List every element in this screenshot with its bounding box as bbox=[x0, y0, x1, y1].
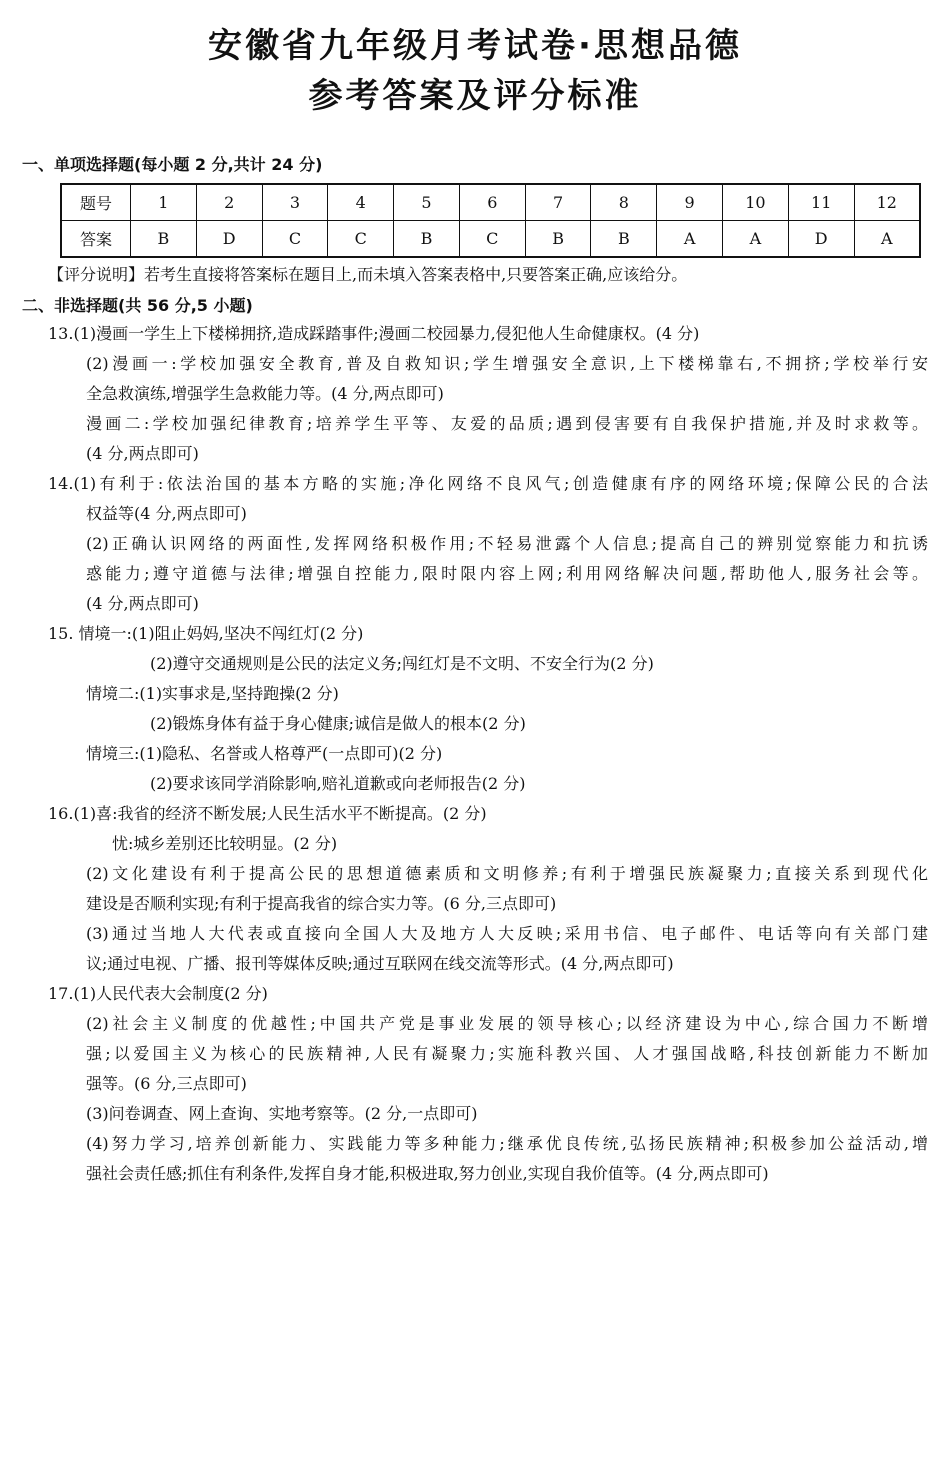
question-number: 2 bbox=[196, 184, 262, 221]
question-number: 7 bbox=[525, 184, 591, 221]
question-number: 5 bbox=[394, 184, 460, 221]
answer-cell: B bbox=[131, 221, 197, 258]
answer-line: (2)要求该同学消除影响,赔礼道歉或向老师报告(2 分) bbox=[150, 774, 526, 793]
row-label-answer: 答案 bbox=[61, 221, 131, 258]
answer-line: (2)遵守交通规则是公民的法定义务;闯红灯是不文明、不安全行为(2 分) bbox=[150, 654, 654, 673]
document-subtitle: 参考答案及评分标准 bbox=[308, 76, 642, 116]
question-number: 9 bbox=[657, 184, 723, 221]
answer-line: (4)努力学习,培养创新能力、实践能力等多种能力;继承优良传统,弘扬民族精神;积极参加公益活动,增 bbox=[86, 1134, 928, 1153]
answer-line: 漫画二:学校加强纪律教育;培养学生平等、友爱的品质;遇到侵害要有自我保护措施,并及时求救等。 bbox=[86, 414, 928, 433]
answer-table-answer-row bbox=[61, 221, 920, 258]
question-number: 6 bbox=[459, 184, 525, 221]
section-2-heading: 二、非选择题(共 56 分,5 小题) bbox=[22, 296, 253, 315]
answer-cell: A bbox=[854, 221, 920, 258]
answer-cell: B bbox=[394, 221, 460, 258]
answer-line: 情境三:(1)隐私、名誉或人格尊严(一点即可)(2 分) bbox=[86, 744, 443, 763]
question-number: 4 bbox=[328, 184, 394, 221]
answer-line: 忧:城乡差别还比较明显。(2 分) bbox=[112, 834, 338, 853]
question-number: 1 bbox=[131, 184, 197, 221]
answer-table-number-row bbox=[61, 184, 920, 221]
answer-cell: D bbox=[196, 221, 262, 258]
answer-line: (2)文化建设有利于提高公民的思想道德素质和文明修养;有利于增强民族凝聚力;直接关系到现代化 bbox=[86, 864, 928, 883]
answer-line: (4 分,两点即可) bbox=[86, 444, 199, 463]
answer-line: (2)正确认识网络的两面性,发挥网络积极作用;不轻易泄露个人信息;提高自己的辨别觉察能力和抗诱 bbox=[86, 534, 928, 553]
answer-line: 17.(1)人民代表大会制度(2 分) bbox=[48, 984, 268, 1003]
answer-line: (2)锻炼身体有益于身心健康;诚信是做人的根本(2 分) bbox=[150, 714, 526, 733]
answer-line: 情境二:(1)实事求是,坚持跑操(2 分) bbox=[86, 684, 339, 703]
answer-line: 建设是否顺利实现;有利于提高我省的综合实力等。(6 分,三点即可) bbox=[86, 894, 557, 913]
answer-line: (4 分,两点即可) bbox=[86, 594, 199, 613]
answer-line: 惑能力;遵守道德与法律;增强自控能力,限时限内容上网;利用网络解决问题,帮助他人,服务社会等。 bbox=[86, 564, 928, 583]
answer-line: 15. 情境一:(1)阻止妈妈,坚决不闯红灯(2 分) bbox=[48, 624, 364, 643]
answer-line: 13.(1)漫画一学生上下楼梯拥挤,造成踩踏事件;漫画二校园暴力,侵犯他人生命健康权。(4 分) bbox=[48, 324, 700, 343]
answer-cell: C bbox=[262, 221, 328, 258]
scoring-note: 【评分说明】若考生直接将答案标在题目上,而未填入答案表格中,只要答案正确,应该给分。 bbox=[48, 265, 688, 284]
answer-line: (2)社会主义制度的优越性;中国共产党是事业发展的领导核心;以经济建设为中心,综合国力不断增 bbox=[86, 1014, 928, 1033]
answer-line: 强等。(6 分,三点即可) bbox=[86, 1074, 247, 1093]
answer-cell: B bbox=[591, 221, 657, 258]
answer-cell: A bbox=[723, 221, 789, 258]
question-number: 12 bbox=[854, 184, 920, 221]
question-number: 11 bbox=[788, 184, 854, 221]
document-title: 安徽省九年级月考试卷·思想品德 bbox=[208, 26, 742, 66]
answer-line: 16.(1)喜:我省的经济不断发展;人民生活水平不断提高。(2 分) bbox=[48, 804, 487, 823]
answer-line: 强;以爱国主义为核心的民族精神,人民有凝聚力;实施科教兴国、人才强国战略,科技创新能力不断加 bbox=[86, 1044, 928, 1063]
answer-line: 权益等(4 分,两点即可) bbox=[86, 504, 247, 523]
answer-line: (3)通过当地人大代表或直接向全国人大及地方人大反映;采用书信、电子邮件、电话等向有关部门建 bbox=[86, 924, 928, 943]
answer-cell: C bbox=[328, 221, 394, 258]
answer-line: 议;通过电视、广播、报刊等媒体反映;通过互联网在线交流等形式。(4 分,两点即可) bbox=[86, 954, 674, 973]
section-1-heading: 一、单项选择题(每小题 2 分,共计 24 分) bbox=[22, 155, 323, 174]
answer-line: (2)漫画一:学校加强安全教育,普及自救知识;学生增强安全意识,上下楼梯靠右,不拥挤;学校举行安 bbox=[86, 354, 928, 373]
answer-line: 强社会责任感;抓住有利条件,发挥自身才能,积极进取,努力创业,实现自我价值等。(4 分,两点即可) bbox=[86, 1164, 769, 1183]
row-label-number: 题号 bbox=[61, 184, 131, 221]
answer-line: (3)问卷调查、网上查询、实地考察等。(2 分,一点即可) bbox=[86, 1104, 478, 1123]
answer-cell: C bbox=[459, 221, 525, 258]
answer-table bbox=[60, 183, 921, 258]
answer-cell: D bbox=[788, 221, 854, 258]
answer-cell: A bbox=[657, 221, 723, 258]
question-number: 8 bbox=[591, 184, 657, 221]
answer-cell: B bbox=[525, 221, 591, 258]
question-number: 10 bbox=[723, 184, 789, 221]
answer-line: 14.(1)有利于:依法治国的基本方略的实施;净化网络不良风气;创造健康有序的网络环境;保障公民的合法 bbox=[48, 474, 928, 493]
question-number: 3 bbox=[262, 184, 328, 221]
answer-line: 全急救演练,增强学生急救能力等。(4 分,两点即可) bbox=[86, 384, 444, 403]
